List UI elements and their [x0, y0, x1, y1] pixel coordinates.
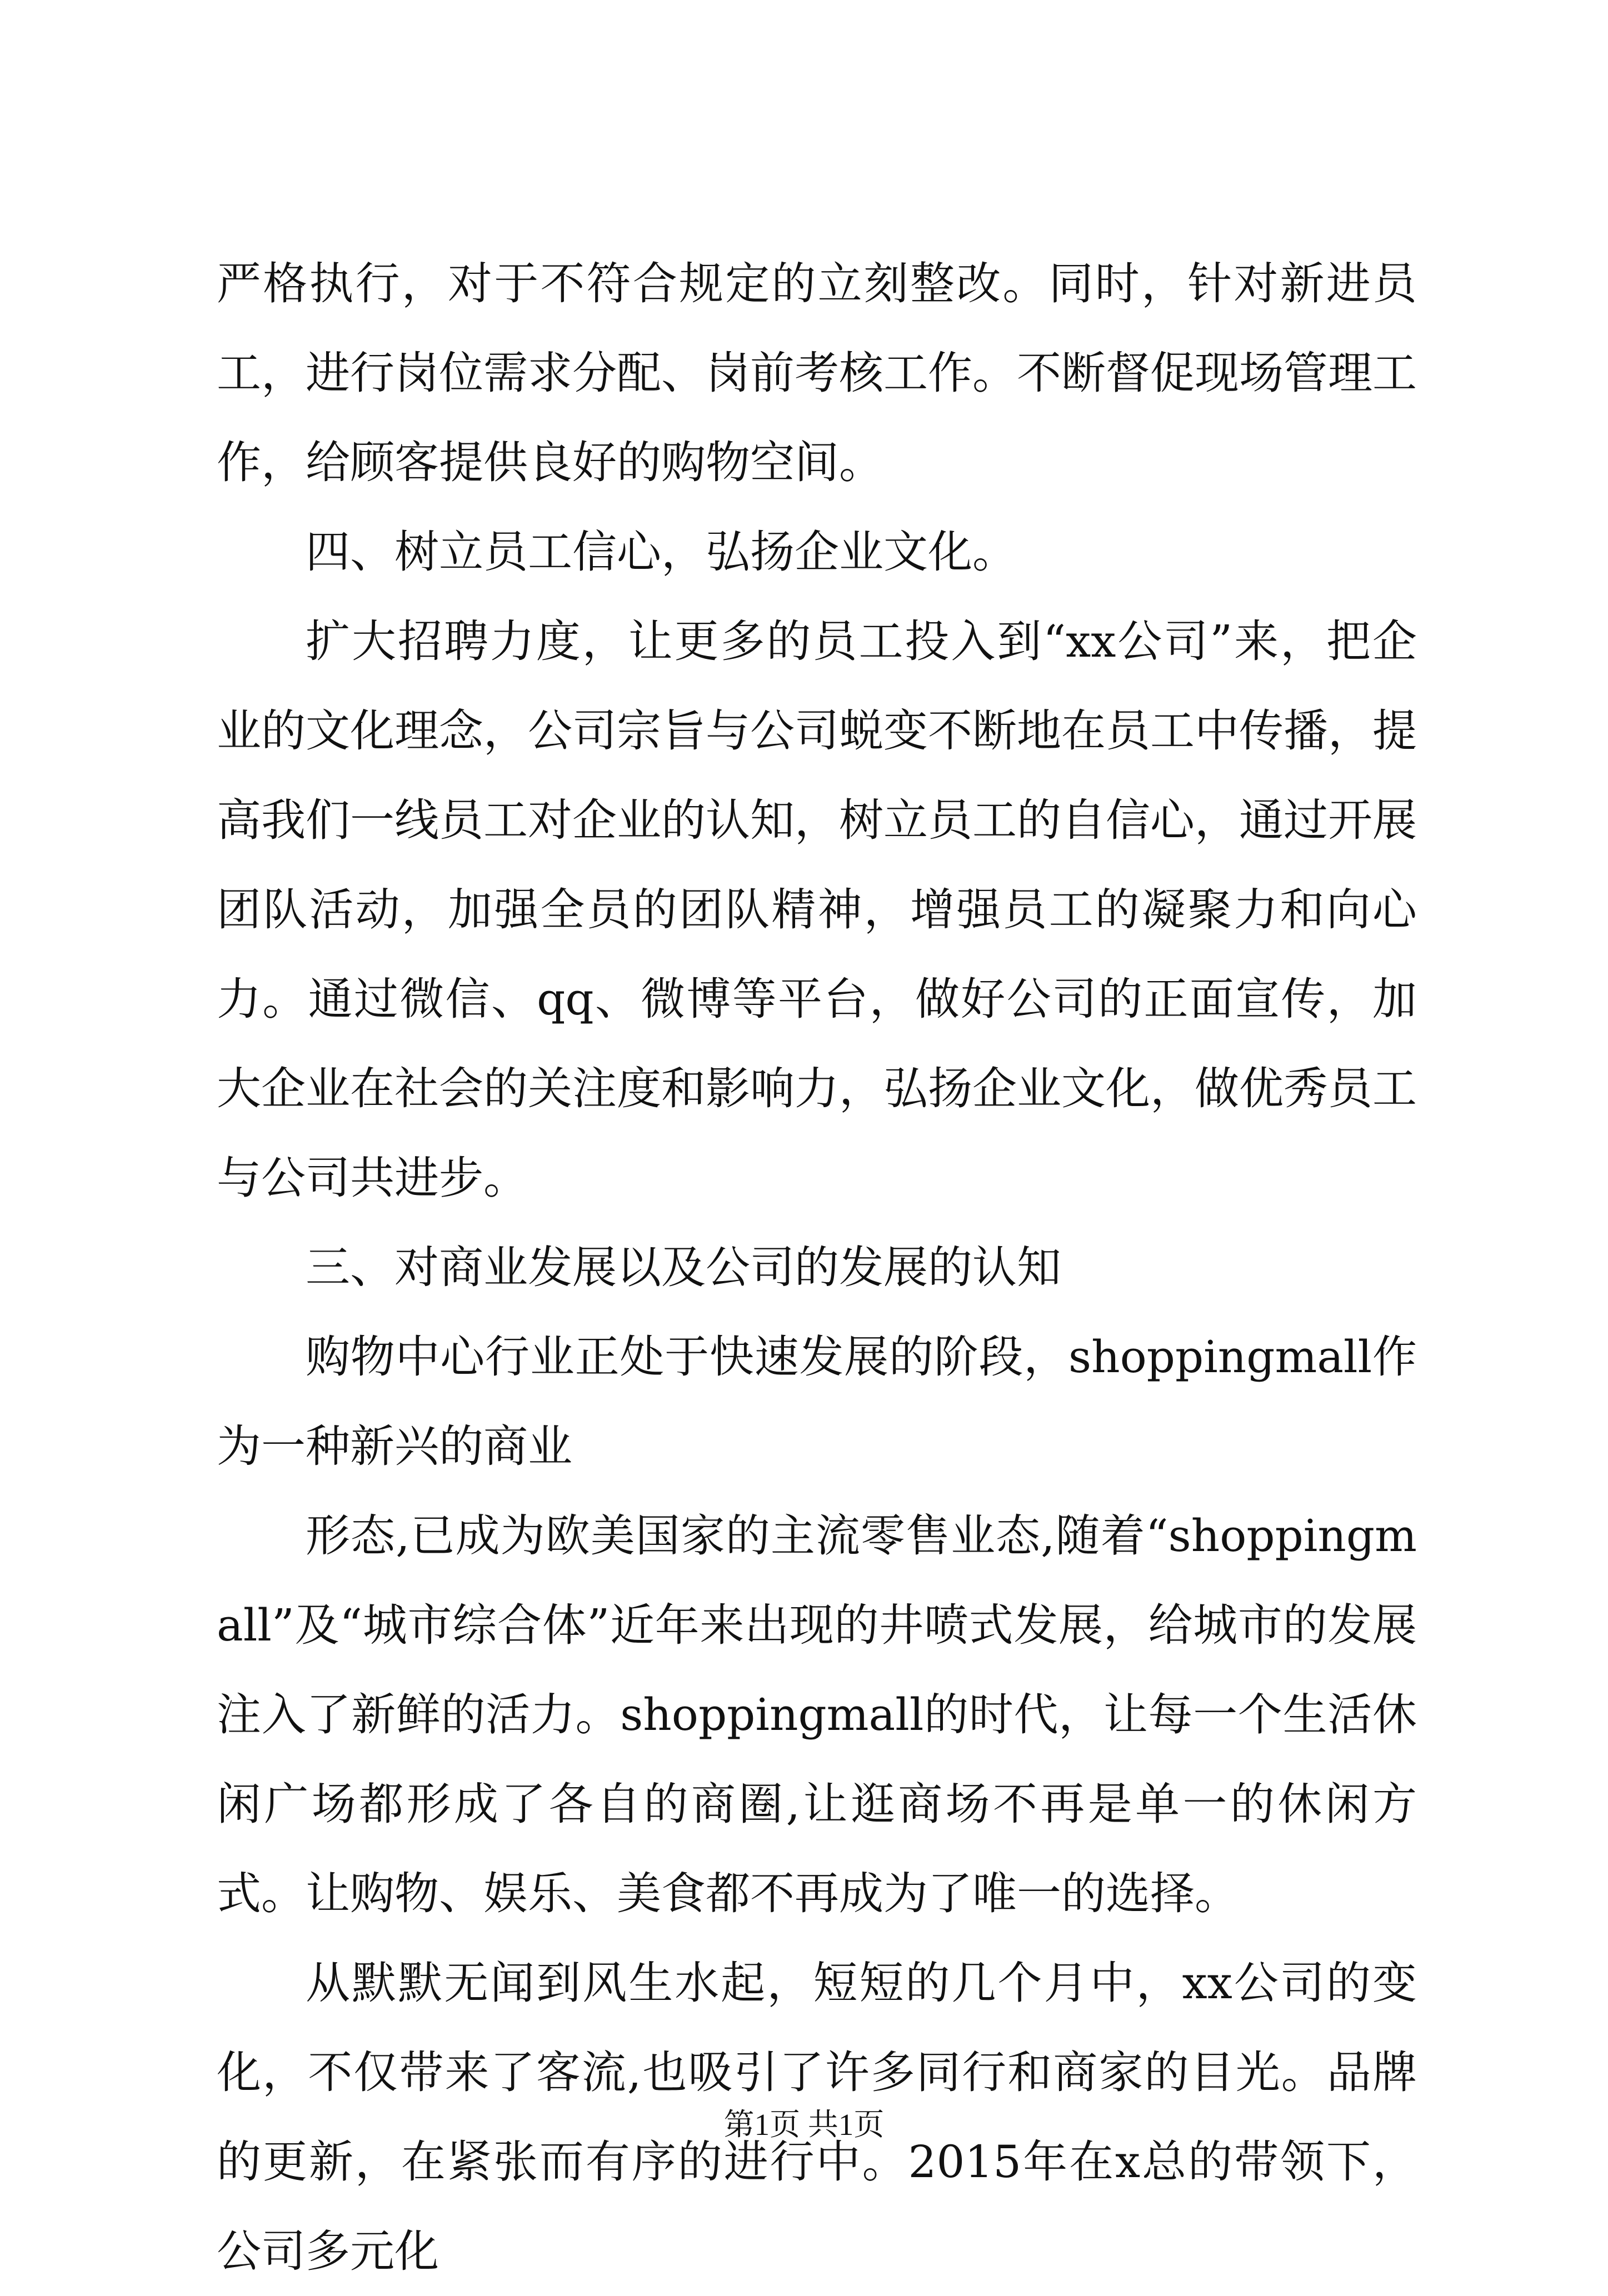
- section-heading: 三、对商业发展以及公司的发展的认知: [306, 1242, 1061, 1293]
- page-footer: 第1页 共1页: [723, 2108, 885, 2142]
- paragraph: 从默默无闻到风生水起，短短的几个月中，xx公司的变化，不仅带来了客流,也吸引了许多同行和商家的目光。品牌的更新，在紧张而有序的进行中。2015年在x总的带领下，公司多元化: [217, 1957, 1417, 2277]
- document-body: [217, 239, 1417, 2296]
- paragraph: 购物中心行业正处于快速发展的阶段，shoppingmall作为一种新兴的商业: [217, 1331, 1417, 1472]
- paragraph: 扩大招聘力度，让更多的员工投入到“xx公司”来，把企业的文化理念，公司宗旨与公司蜕变不断地在员工中传播，提高我们一线员工对企业的认知，树立员工的自信心，通过开展团队活动，加强全员的团队精神，增强员工的凝聚力和向心力。通过微信、qq、微博等平台，做好公司的正面宣传，加大企业在社会的关注度和影响力，弘扬企业文化，做优秀员工与公司共进步。: [217, 616, 1417, 1204]
- section-heading: 四、树立员工信心，弘扬企业文化。: [306, 526, 1017, 578]
- paragraph: 形态,已成为欧美国家的主流零售业态,随着“shoppingmall”及“城市综合体”近年来出现的井喷式发展，给城市的发展注入了新鲜的活力。shoppingmall的时代，让每一个生活休闲广场都形成了各自的商圈,让逛商场不再是单一的休闲方式。让购物、娱乐、美食都不再成为了唯一的选择。: [217, 1510, 1417, 1919]
- paragraph: 严格执行，对于不符合规定的立刻整改。同时，针对新进员工，进行岗位需求分配、岗前考核工作。不断督促现场管理工作，给顾客提供良好的购物空间。: [217, 258, 1417, 488]
